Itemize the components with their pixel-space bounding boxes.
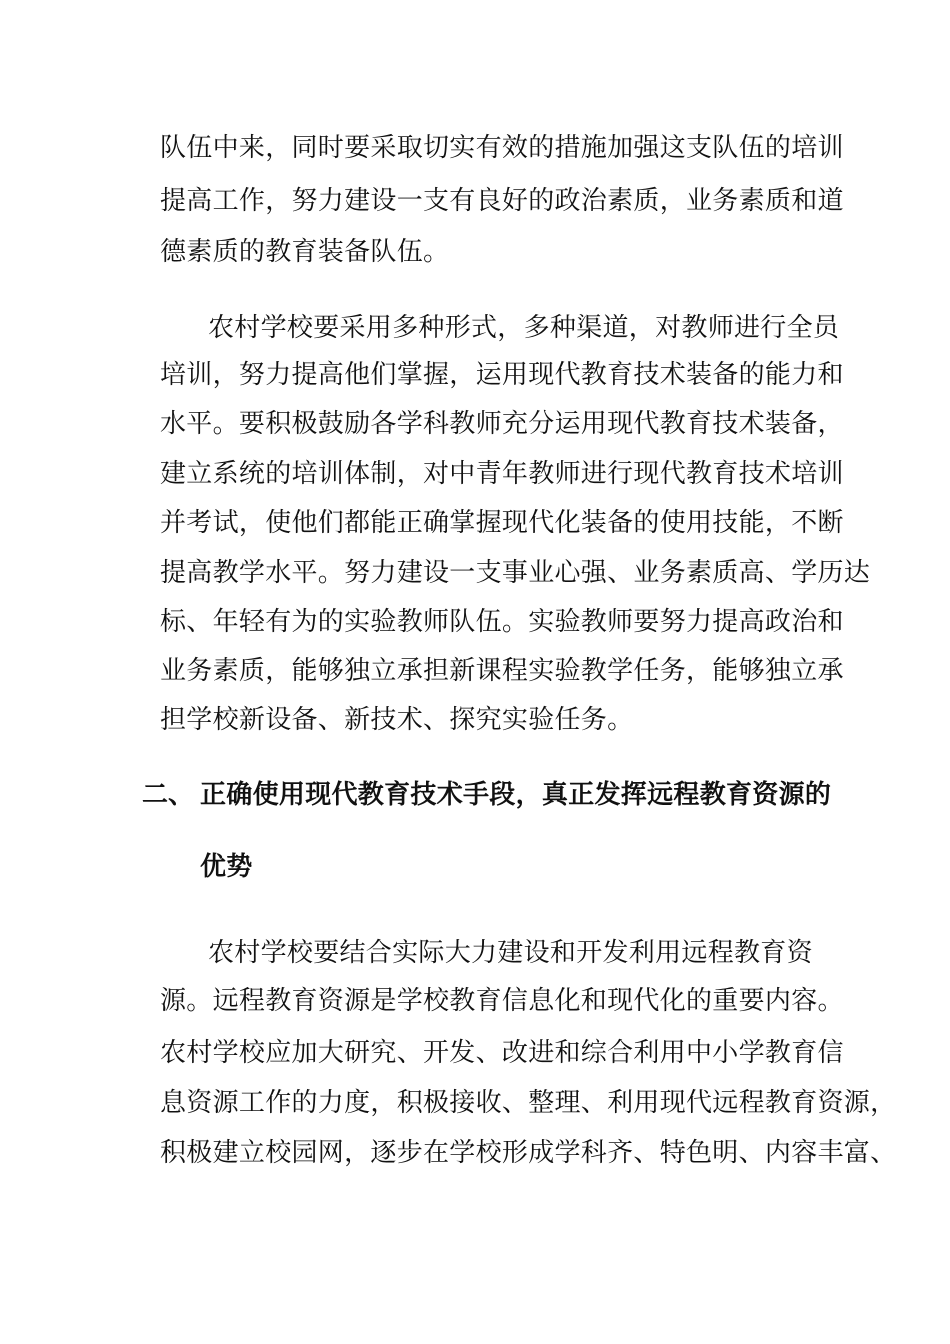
paragraph-line: 提高教学水平。努力建设一支事业心强、业务素质高、学历达 — [160, 558, 871, 588]
paragraph-line: 农村学校要结合实际大力建设和开发利用远程教育资 — [208, 938, 813, 968]
section-title-line-1: 正确使用现代教育技术手段，真正发挥远程教育资源的 — [200, 780, 832, 810]
section-number: 二、 — [142, 780, 195, 810]
paragraph-line: 业务素质，能够独立承担新课程实验教学任务，能够独立承 — [160, 656, 844, 686]
paragraph-line: 息资源工作的力度，积极接收、整理、利用现代远程教育资源， — [160, 1088, 897, 1118]
paragraph-line: 源。远程教育资源是学校教育信息化和现代化的重要内容。 — [160, 986, 844, 1016]
paragraph-line: 农村学校要采用多种形式，多种渠道，对教师进行全员 — [208, 313, 840, 343]
paragraph-line: 培训，努力提高他们掌握，运用现代教育技术装备的能力和 — [160, 360, 844, 390]
paragraph-line: 德素质的教育装备队伍。 — [160, 237, 450, 267]
paragraph-line: 建立系统的培训体制，对中青年教师进行现代教育技术培训 — [160, 459, 844, 489]
paragraph-line: 标、年轻有为的实验教师队伍。实验教师要努力提高政治和 — [160, 607, 844, 637]
paragraph-line: 积极建立校园网，逐步在学校形成学科齐、特色明、内容丰富、 — [160, 1138, 897, 1168]
paragraph-line: 并考试，使他们都能正确掌握现代化装备的使用技能，不断 — [160, 508, 844, 538]
paragraph-line: 队伍中来，同时要采取切实有效的措施加强这支队伍的培训 — [160, 133, 844, 163]
section-title-line-2: 优势 — [200, 852, 253, 882]
paragraph-line: 水平。要积极鼓励各学科教师充分运用现代教育技术装备， — [160, 409, 844, 439]
paragraph-line: 提高工作，努力建设一支有良好的政治素质，业务素质和道 — [160, 186, 844, 216]
paragraph-line: 担学校新设备、新技术、探究实验任务。 — [160, 705, 634, 735]
paragraph-line: 农村学校应加大研究、开发、改进和综合利用中小学教育信 — [160, 1038, 844, 1068]
